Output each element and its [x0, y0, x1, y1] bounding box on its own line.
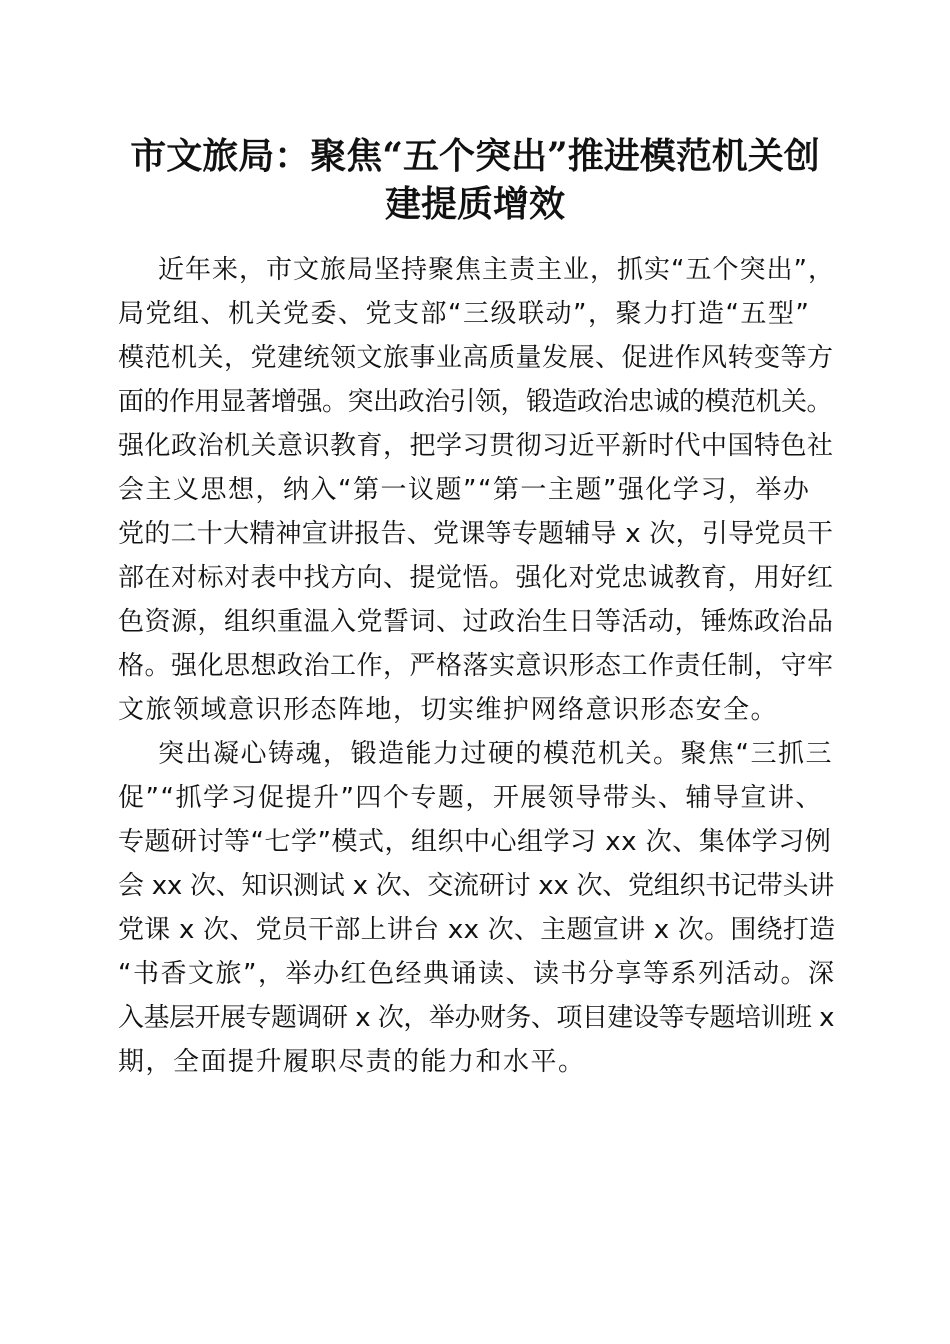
text-line: 专题研讨等“七学”模式，组织中心组学习 xx 次、集体学习例 — [118, 827, 832, 857]
document-title — [110, 132, 840, 228]
text-line: 会 xx 次、知识测试 x 次、交流研讨 xx 次、党组织书记带头讲 — [118, 871, 835, 901]
text-line: 党课 x 次、党员干部上讲台 xx 次、主题宣讲 x 次。围绕打造 — [118, 915, 836, 945]
title-line: 建提质增效 — [384, 183, 565, 225]
text-line: 会主义思想，纳入“第一议题”“第一主题”强化学习，举办 — [118, 475, 811, 505]
text-line: 期，全面提升履职尽责的能力和水平。 — [118, 1047, 586, 1077]
text-line: 强化政治机关意识教育，把学习贯彻习近平新时代中国特色社 — [118, 431, 834, 461]
paragraph-1 — [118, 248, 838, 732]
text-line: 近年来，市文旅局坚持聚焦主责主业，抓实“五个突出”， — [158, 255, 835, 285]
text-line: “书香文旅”，举办红色经典诵读、读书分享等系列活动。深 — [118, 959, 836, 989]
text-line: 格。强化思想政治工作，严格落实意识形态工作责任制，守牢 — [118, 651, 834, 681]
text-line: 突出凝心铸魂，锻造能力过硬的模范机关。聚焦“三抓三 — [158, 739, 833, 769]
paragraph-2 — [118, 732, 838, 1084]
text-line: 党的二十大精神宣讲报告、党课等专题辅导 x 次，引导党员干 — [118, 519, 834, 549]
text-line: 色资源，组织重温入党誓词、过政治生日等活动，锤炼政治品 — [118, 607, 834, 637]
text-line: 面的作用显著增强。突出政治引领，锻造政治忠诚的模范机关。 — [118, 387, 833, 417]
text-line: 局党组、机关党委、党支部“三级联动”，聚力打造“五型” — [118, 299, 811, 329]
text-line: 促”“抓学习促提升”四个专题，开展领导带头、辅导宣讲、 — [118, 783, 823, 813]
title-line: 市文旅局：聚焦“五个突出”推进模范机关创 — [130, 135, 820, 177]
text-line: 部在对标对表中找方向、提觉悟。强化对党忠诚教育，用好红 — [118, 563, 834, 593]
text-line: 模范机关，党建统领文旅事业高质量发展、促进作风转变等方 — [118, 343, 834, 373]
text-line: 文旅领域意识形态阵地，切实维护网络意识形态安全。 — [118, 695, 779, 725]
document-body — [118, 248, 838, 1084]
text-line: 入基层开展专题调研 x 次，举办财务、项目建设等专题培训班 x — [118, 1003, 835, 1033]
